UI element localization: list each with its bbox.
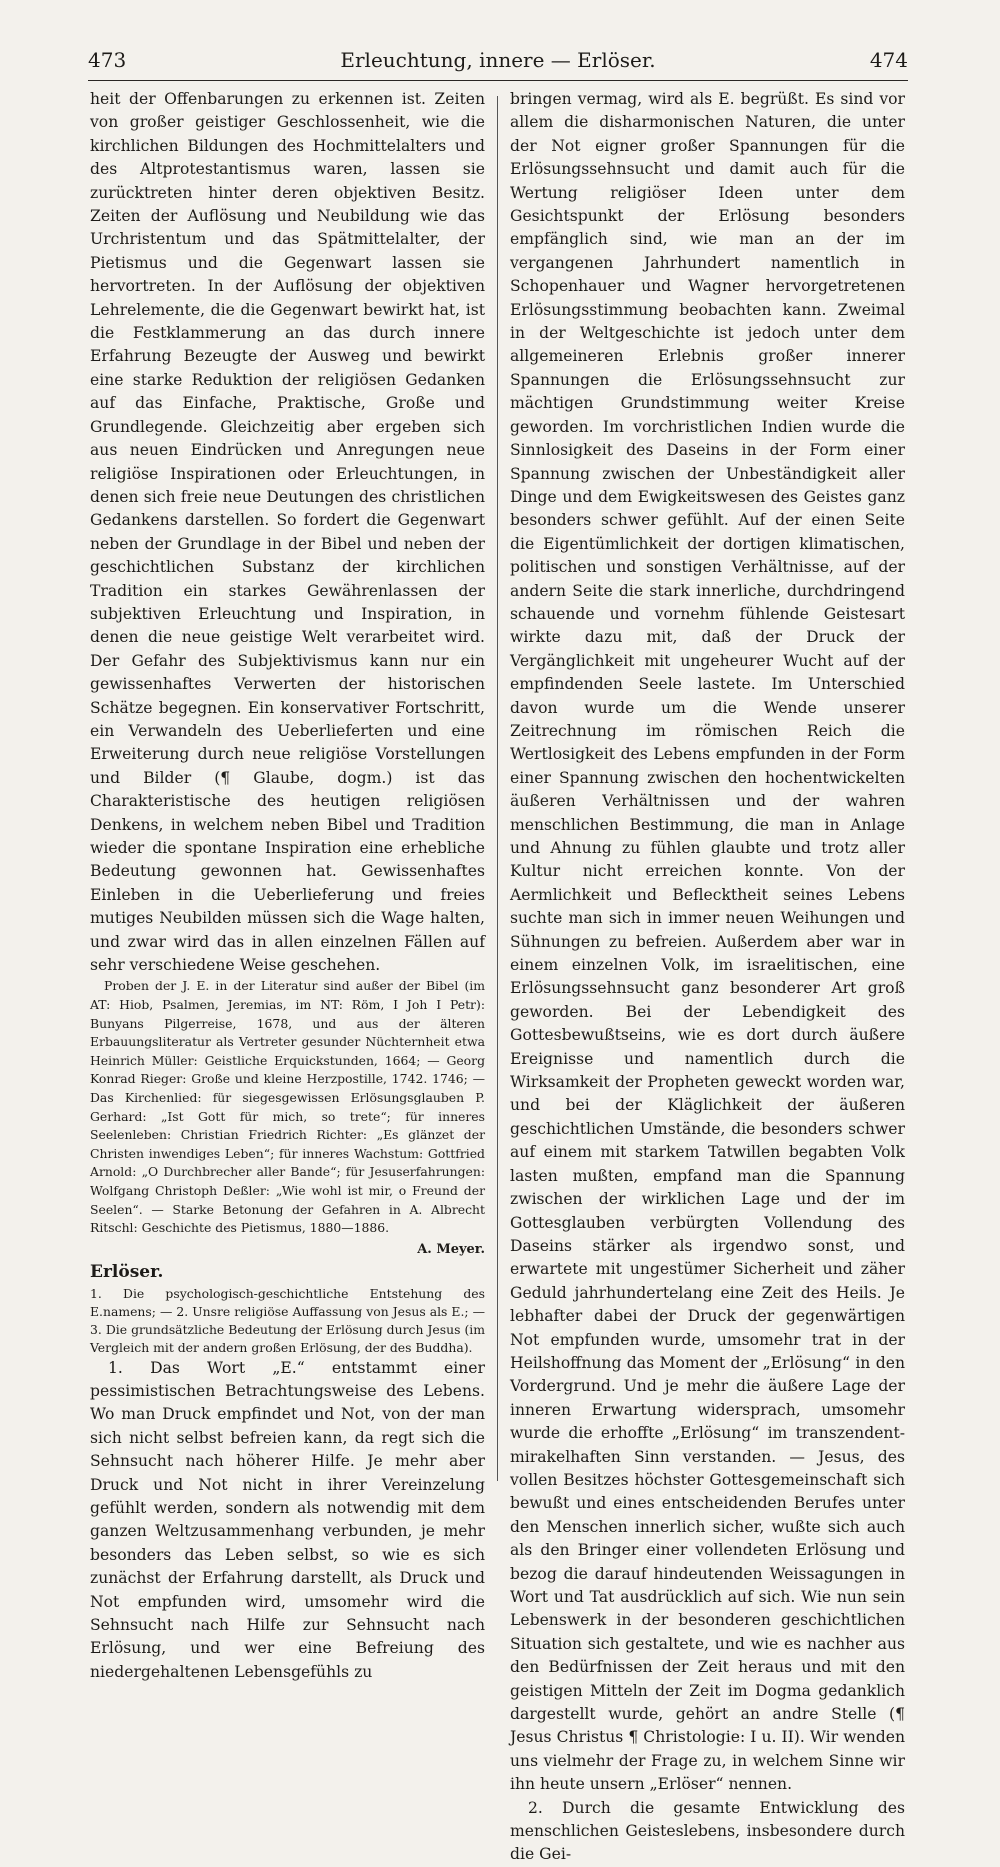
paragraph-section-1-continued: bringen vermag, wird als E. begrüßt. Es sind vor allem die disharmonischen Naturen, die unter der Not eigner großer Spannungen für die Erlösungssehnsucht und damit auch für die Wertung religiöser Ideen unter dem Gesichtspunkt der Erlösung besonders empfänglich sind, wie man an der im vergangenen Jahrhundert namentlich in Schopenhauer und Wagner hervorgetretenen Erlösungsstimmung beobachten kann. Zweimal in der Weltgeschichte ist jedoch unter dem allgemeineren Erlebnis großer innerer Spannungen die Erlösungssehnsucht zur mächtigen Grundstimmung weiter Kreise geworden. Im vorchristlichen Indien wurde die Sinnlosigkeit des Daseins in der Form einer Spannung zwischen der Unbeständigkeit aller Dinge und dem Ewigkeitswesen des Geistes ganz besonders schwer gefühlt. Auf der einen Seite die Eigentümlichkeit der dortigen klimatischen, politischen und sonstigen Verhältnisse, auf der andern Seite die stark innerliche, durchdringend schauende und vornehm fühlende Geistesart wirkte dazu mit, daß der Druck der Vergänglichkeit mit ungeheurer Wucht auf der empfindenden Seele lastete. Im Unterschied davon wurde um die Wende unserer Zeitrechnung im römischen Reich die Wertlosigkeit des Lebens empfunden in der Form einer Spannung zwischen den hochentwickelten äußeren Verhältnissen und der wahren menschlichen Bestimmung, die man in Anlage und Ahnung zu fühlen glaubte und trotz aller Kultur nicht erreichen konnte. Von der Aermlichkeit und Beflecktheit seines Lebens suchte man sich in immer neuen Weihungen und Sühnungen zu befreien. Außerdem aber war in einem einzelnen Volk, im israelitischen, eine Erlösungssehnsucht ganz besonderer Art groß geworden. Bei der Lebendigkeit des Gottesbewußtseins, wie es dort durch äußere Ereignisse und namentlich durch die Wirksamkeit der Propheten geweckt worden war, und bei der Kläglichkeit der äußeren geschichtlichen Umstände, die besonders schwer auf einem mit starkem Tatwillen begabten Volk lasten mußten, empfand man die Spannung zwischen der wirklichen Lage und der im Gottesglauben verbürgten Vollendung des Daseins stärker als irgendwo sonst, und erwartete mit ungestümer Sicherheit und zäher Geduld jahrhundertelang eine Zeit des Heils. Je lebhafter dabei der Druck der gegenwärtigen Not empfunden wurde, umsomehr trat in der Heilshoffnung das Moment der „Erlösung“ in den Vordergrund. Und je mehr die äußere Lage der inneren Erwartung widersprach, umsomehr wurde die erhoffte „Erlösung“ im transzendent-mirakelhaften Sinn verstanden. — Jesus, des vollen Besitzes höchster Gottesgemeinschaft sich bewußt und eines entscheidenden Berufes unter den Menschen innerlich sicher, wußte sich auch als den Bringer einer vollendeten Erlösung und bezog die darauf hindeutenden Weissagungen in Wort und Tat ausdrücklich auf sich. Wie nun sein Lebenswerk in der besonderen geschichtlichen Situation sich gestaltete, und wie es nachher aus den Bedürfnissen der Zeit heraus und mit den geistigen Mitteln der Zeit im Dogma gedanklich dargestellt wurde, gehört an andre Stelle (¶ Jesus Christus ¶ Christologie: I u. II). Wir wenden uns vielmehr der Frage zu, in welchem Sinne wir ihn heute unsern „Erlöser“ nennen. xyxy=(510,90,905,1794)
literature-note xyxy=(90,977,485,1237)
column-divider xyxy=(497,96,498,1481)
right-column xyxy=(510,88,905,1864)
running-title: Erleuchtung, innere — Erlöser. xyxy=(340,48,656,72)
paragraph-section-1: 1. Das Wort „E.“ entstammt einer pessimistischen Betrachtungsweise des Lebens. Wo man Druck empfindet und Not, von der man sich nicht selbst befreien kann, da regt sich die Sehnsucht nach höherer Hilfe. Je mehr aber Druck und Not nicht in ihrer Vereinzelung gefühlt werden, sondern als notwendig mit dem ganzen Weltzusammenhang verbunden, je mehr besonders das Leben selbst, so wie es sich zunächst der Erfahrung darstellt, als Druck und Not empfunden wird, umsomehr wird die Sehnsucht nach Hilfe zur Sehnsucht nach Erlösung, und wer eine Befreiung des niedergehaltenen Lebensgefühls zu xyxy=(90,1358,485,1681)
page-header xyxy=(88,40,908,81)
literature-text: Proben der J. E. in der Literatur sind außer der Bibel (im AT: Hiob, Psalmen, Jeremias, im NT: Röm, I Joh I Petr): Bunyans Pilgerreise, 1678, und aus der älteren Erbauungsliteratur als Vertreter gesunder Nüchternheit etwa Heinrich Müller: Geistliche Erquickstunden, 1664; — Georg Konrad Rieger: Große und kleine Herzpostille, 1742. 1746; — Das Kirchenlied: für siegesgewissen Erlösungsglauben P. Gerhard: „Ist Gott für mich, so trete“; für inneres Seelenleben: Christian Friedrich Richter: „Es glänzet der Christen inwendiges Leben“; für inneres Wachstum: Gottfried Arnold: „O Durchbrecher aller Bande“; für Jesuserfahrungen: Wolfgang Christoph Deßler: „Wie wohl ist mir, o Freund der Seelen“. — Starke Betonung der Gefahren in A. Albrecht Ritschl: Geschichte des Pietismus, 1880—1886. xyxy=(90,978,485,1236)
paragraph-continuation: heit der Offenbarungen zu erkennen ist. Zeiten von großer geistiger Geschlossenheit, wie die kirchlichen Bildungen des Hochmittelalters und des Altprotestantismus waren, lassen sie zurücktreten hinter deren objektiven Besitz. Zeiten der Auflösung und Neubildung wie das Urchristentum und das Spätmittelalter, der Pietismus und die Gegenwart lassen sie hervortreten. In der Auflösung der objektiven Lehrelemente, die die Gegenwart bewirkt hat, ist die Festklammerung an das durch innere Erfahrung Bezeugte der Ausweg und bewirkt eine starke Reduktion der religiösen Gedanken auf das Einfache, Praktische, Große und Grundlegende. Gleichzeitig aber ergeben sich aus neuen Eindrücken und Anregungen neue religiöse Inspirationen oder Erleuchtungen, in denen sich freie neue Deutungen des christlichen Gedankens darstellen. So fordert die Gegenwart neben der Grundlage in der Bibel und neben der geschichtlichen Substanz der kirchlichen Tradition ein starkes Gewährenlassen der subjektiven Erleuchtung und Inspiration, in denen die neue geistige Welt verarbeitet wird. Der Gefahr des Subjektivismus kann nur ein gewissenhaftes Verwerten der historischen Schätze begegnen. Ein konservativer Fortschritt, ein Verwandeln des Ueberlieferten und eine Erweiterung durch neue religiöse Vorstellungen und Bilder (¶ Glaube, dogm.) ist das Charakteristische des heutigen religiösen Denkens, in welchem neben Bibel und Tradition wieder die spontane Inspiration eine erhebliche Bedeutung gewonnen hat. Gewissenhaftes Einleben in die Ueberlieferung und freies mutiges Neubilden müssen sich die Wage halten, und zwar wird das in allen einzelnen Fällen auf sehr verschiedene Weise geschehen. xyxy=(90,90,485,975)
left-column xyxy=(90,88,485,1681)
author-signature: A. Meyer. xyxy=(417,1241,485,1257)
paragraph-section-2: 2. Durch die gesamte Entwicklung des menschlichen Geisteslebens, insbesondere durch die Gei- xyxy=(510,1798,905,1864)
article-heading: Erlöser. xyxy=(90,1262,164,1283)
page-number-right: 474 xyxy=(869,48,908,72)
page-number-left: 473 xyxy=(88,48,127,72)
article-outline: 1. Die psychologisch-geschichtliche Entstehung des E.namens; — 2. Unsre religiöse Auffassung von Jesus als E.; — 3. Die grundsätzliche Bedeutung der Erlösung durch Jesus (im Vergleich mit der andern großen Erlösung, der des Buddha). xyxy=(90,1285,485,1355)
